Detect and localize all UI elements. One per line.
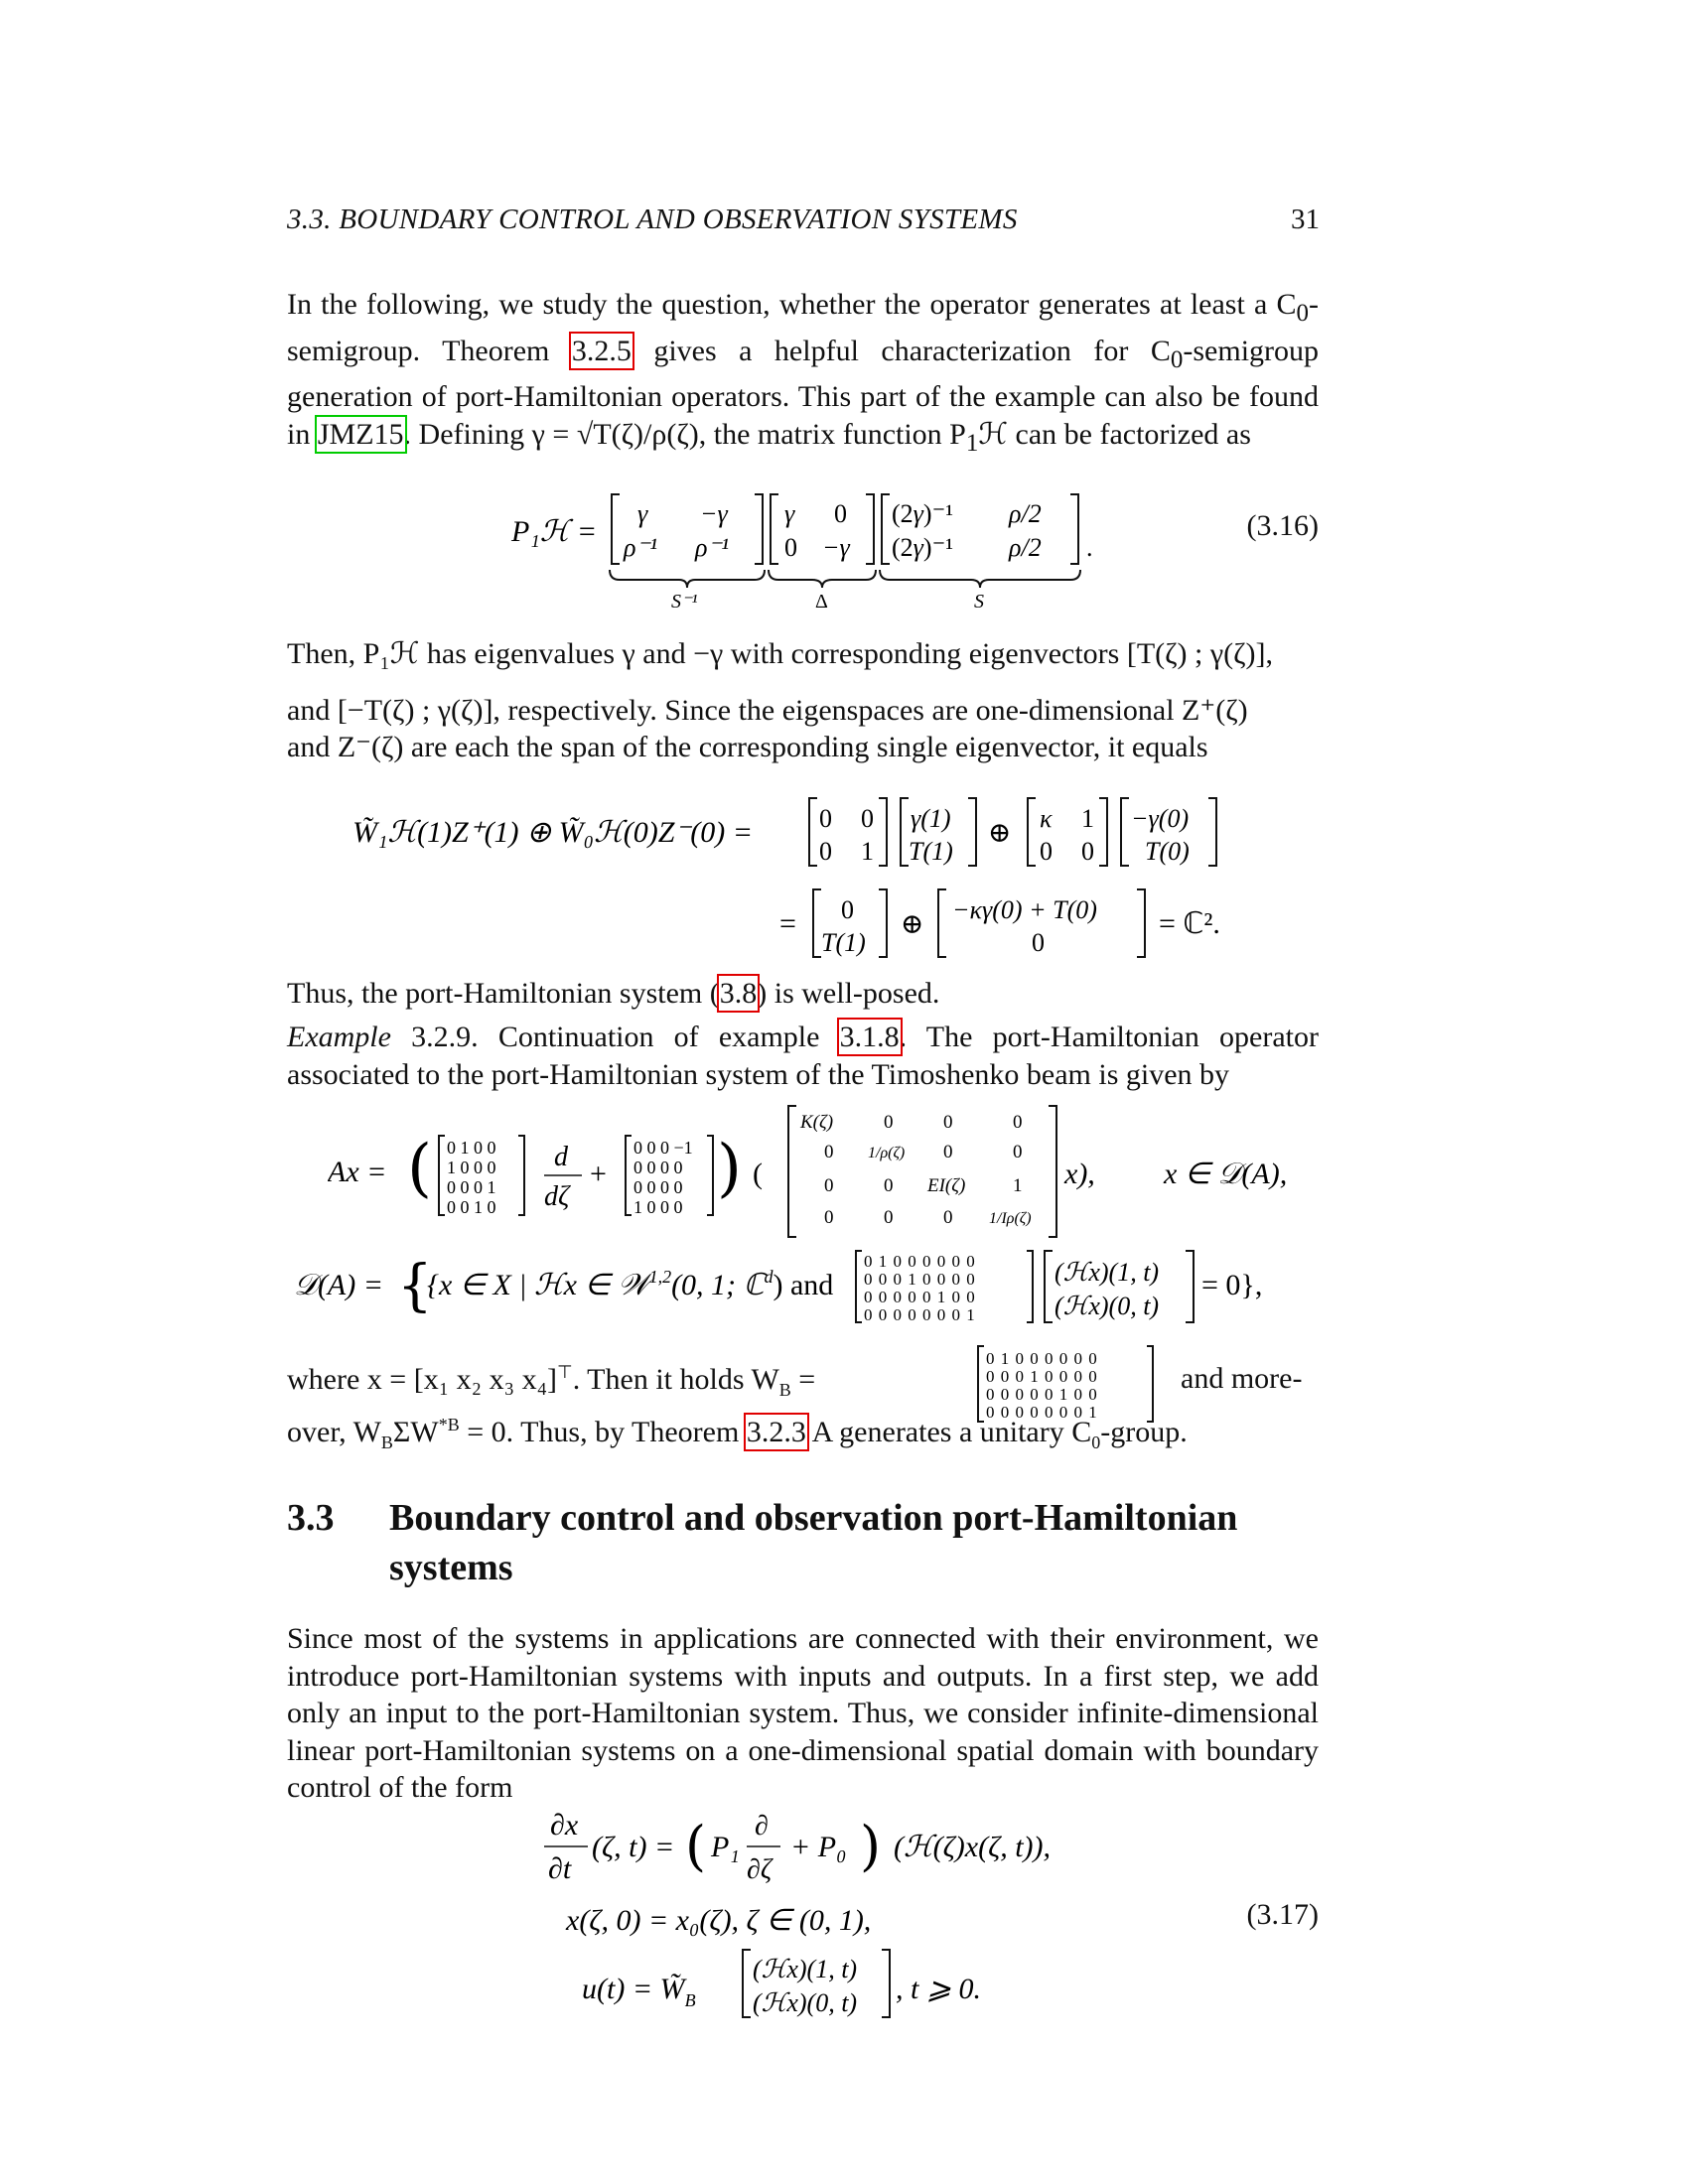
svg-text:d: d (554, 1142, 568, 1172)
svg-text:(ℋx)(0, t): (ℋx)(0, t) (753, 1988, 858, 2017)
svg-text:, t ⩾ 0.: , t ⩾ 0. (896, 1973, 981, 2005)
matrix-wb-domain (856, 1251, 1033, 1324)
svg-text:1: 1 (1081, 804, 1094, 833)
svg-text:ρ⁻¹: ρ⁻¹ (624, 533, 657, 562)
svg-text:T(1): T(1) (909, 837, 953, 866)
svg-text:{: { (397, 1254, 433, 1318)
svg-text:(2γ)⁻¹: (2γ)⁻¹ (892, 533, 954, 562)
para1-sub-2: 0 (1170, 345, 1184, 373)
svg-text:0 0 0 0 0 1 0 0: 0 0 0 0 0 1 0 0 (986, 1385, 1098, 1404)
svg-text:P₁: P₁ (711, 1831, 740, 1863)
svg-text:0: 0 (1013, 1112, 1023, 1133)
svg-text:T(0): T(0) (1145, 837, 1190, 866)
svg-text:0 0 0 0 0 0 0 1: 0 0 0 0 0 0 0 1 (986, 1403, 1098, 1422)
equation-domain (288, 1243, 1321, 1332)
example-label: Example (287, 1021, 391, 1053)
brace-label-delta: Δ (815, 591, 828, 611)
equation-number-3-16: (3.16) (1246, 509, 1319, 542)
svg-text:∂x: ∂x (550, 1809, 579, 1842)
svg-text:0: 0 (1032, 928, 1045, 957)
para2-line-2: and [−T(ζ) ; γ(ζ)], respectively. Since the eigenspaces are one-dimensional Z⁺(ζ) (287, 693, 1248, 727)
matrix-hamiltonian (788, 1106, 1056, 1237)
svg-text:x(ζ, 0) = x₀(ζ), ζ ∈ (0, 1),: x(ζ, 0) = x₀(ζ), ζ ∈ (0, 1), (566, 1904, 872, 1937)
svg-text:0 1 0 0 0 0 0 0: 0 1 0 0 0 0 0 0 (864, 1252, 976, 1271)
svg-text:0: 0 (884, 1207, 894, 1228)
eq316-lhs: P₁ℋ = (511, 515, 598, 548)
svg-text:0: 0 (861, 804, 874, 833)
svg-text:0 1 0 0 0 0 0 0: 0 1 0 0 0 0 0 0 (986, 1349, 1098, 1368)
svg-text:−γ(0): −γ(0) (1131, 804, 1190, 833)
svg-text:0 0 0 −1: 0 0 0 −1 (633, 1138, 693, 1158)
svg-text:T(1): T(1) (821, 928, 866, 957)
equation-3-17 (536, 1805, 1132, 2023)
matrix-p1 (439, 1136, 524, 1217)
para1-sub-1: 0 (1296, 300, 1309, 327)
svg-text:0: 0 (884, 1175, 894, 1196)
equals-2: = (779, 907, 796, 940)
example-block (287, 1019, 1319, 1093)
svg-text:0: 0 (943, 1207, 953, 1228)
vector-boundary-domain (1045, 1251, 1194, 1322)
svg-text:0 0 0 0: 0 0 0 0 (633, 1158, 683, 1177)
svg-text:−γ: −γ (822, 533, 850, 562)
brace-label-s: S (974, 591, 984, 611)
para1-text-5: . Defining γ = √T(ζ)/ρ(ζ), the matrix function P (403, 417, 966, 451)
theorem-ref-link[interactable]: 3.2.5 (571, 334, 632, 367)
svg-text:0 0 0 1 0 0 0 0: 0 0 0 1 0 0 0 0 (864, 1270, 976, 1289)
svg-text:0: 0 (834, 499, 847, 528)
svg-text:0: 0 (819, 837, 832, 866)
equation-ref-link[interactable]: 3.8 (719, 977, 758, 1010)
svg-text:(: ( (685, 1815, 707, 1877)
domain-rhs: = 0}, (1201, 1269, 1263, 1301)
citation-link[interactable]: JMZ15 (317, 417, 404, 451)
section-title: Boundary control and observation port-Hamiltonian systems (389, 1497, 1238, 1588)
svg-text:): ) (860, 1815, 882, 1877)
paragraph-boundary-control (287, 1620, 1319, 1807)
vector-gamma1 (901, 798, 976, 866)
matrix-w1 (809, 798, 887, 866)
svg-text:u(t) = W̃B: $u(t) = W̃_B$ (582, 1973, 696, 2010)
svg-text:0: 0 (1013, 1142, 1023, 1162)
svg-text:∂: ∂ (755, 1811, 769, 1842)
para4-line-2: over, $W_B\Sigma W^{*B} = 0$. Thus, by Theorem 3.2.3 A generates a unitary $C_0$-group. (287, 1415, 1188, 1452)
svg-text:γ(1): γ(1) (911, 804, 951, 833)
vector-result-2 (938, 889, 1145, 957)
svg-text:ρ/2: ρ/2 (1009, 533, 1042, 562)
para5-text: Since most of the systems in applications are connected with their environment, we introduce port-Hamiltonian systems with inputs and outputs. In a first step, we add only an input to the port-Hamiltonian system. Thus, we consider infinite-dimensional linear port-Hamiltonian systems on a one-dimensional spatial domain with boundary control of the form (287, 1622, 1319, 1804)
svg-text:1: 1 (861, 837, 874, 866)
para1-text-6: ℋ can be factorized as (978, 417, 1251, 451)
theorem-ref-link-2[interactable]: 3.2.3 (746, 1416, 806, 1448)
svg-text:(ℋx)(0, t): (ℋx)(0, t) (1055, 1292, 1160, 1320)
svg-text:0 0 0 0 0 1 0 0: 0 0 0 0 0 1 0 0 (864, 1288, 976, 1306)
svg-text:0: 0 (943, 1142, 953, 1162)
underbraces (610, 570, 1080, 588)
oplus-1: ⊕ (988, 816, 1012, 849)
svg-text:(: ( (753, 1158, 763, 1190)
ax-domain: x ∈ 𝒟(A), (1164, 1158, 1288, 1190)
ax-lhs: Ax = (328, 1156, 387, 1188)
equation-operator-a (328, 1104, 1321, 1243)
svg-text:1: 1 (1013, 1175, 1023, 1196)
example-text-2: . The port-Hamiltonian operator associated to the port-Hamiltonian system of the Timoshenko beam is given by (287, 1021, 1319, 1091)
page-number: 31 (1291, 204, 1320, 235)
equation-3-16 (496, 486, 1112, 611)
svg-text:ρ/2: ρ/2 (1009, 499, 1042, 528)
paragraph-eigenvalues (287, 635, 1319, 766)
svg-text:0 0 0 1: 0 0 0 1 (447, 1177, 496, 1197)
eq316-matrix-s (882, 494, 1093, 564)
para2-line-1: Then, P₁ℋ has eigenvalues γ and −γ with corresponding eigenvectors [T(ζ) ; γ(ζ)], (287, 637, 1274, 670)
svg-text:(ℋx)(1, t): (ℋx)(1, t) (1055, 1258, 1160, 1287)
svg-text:1/ρ(ζ): 1/ρ(ζ) (868, 1145, 906, 1161)
para1-text-4: -semigroup generation of port-Hamiltonian operators. This part of the example can also be found in (287, 334, 1320, 451)
svg-text:0 0 0 1 0 0 0 0: 0 0 0 1 0 0 0 0 (986, 1367, 1098, 1386)
svg-text:0: 0 (824, 1207, 834, 1228)
para4-line-1: where x = [x₁ x₂ x₃ x₄]⊤. Then it holds $W_B$ = (287, 1362, 816, 1400)
para4-more: and more- (1181, 1362, 1303, 1395)
svg-text:): ) (717, 1132, 742, 1205)
para1-sub-3: 1 (965, 429, 979, 457)
vector-gamma0 (1121, 798, 1216, 866)
svg-text:0: 0 (943, 1112, 953, 1133)
svg-text:−γ: −γ (700, 499, 728, 528)
running-header: 3.3. BOUNDARY CONTROL AND OBSERVATION SYSTEMS (287, 204, 1018, 235)
svg-text:0 1 0 0: 0 1 0 0 (447, 1138, 496, 1158)
svg-text:(ℋ(ζ)x(ζ, t)),: (ℋ(ζ)x(ζ, t)), (894, 1831, 1052, 1863)
svg-text:0 0 0 0 0 0 0 1: 0 0 0 0 0 0 0 1 (864, 1305, 976, 1324)
svg-text:0: 0 (824, 1175, 834, 1196)
paragraph-well-posed (287, 975, 1319, 1013)
eq316-matrix-s-inv (612, 494, 763, 564)
vector-result-1 (813, 889, 887, 957)
brace-label-s-inv: S⁻¹ (671, 591, 698, 611)
svg-text:0: 0 (1040, 837, 1053, 866)
svg-text:−κγ(0) + T(0): −κγ(0) + T(0) (952, 895, 1097, 924)
svg-text:.: . (1086, 533, 1093, 562)
eq316-matrix-delta (771, 494, 874, 564)
paragraph-intro (287, 286, 1319, 462)
example-number: 3.2.9. (411, 1021, 479, 1053)
domain-lhs: 𝒟(A) = (294, 1269, 383, 1301)
matrix-p0 (626, 1136, 713, 1217)
ax-tail: x), (1064, 1158, 1095, 1190)
result-c2: = ℂ². (1159, 907, 1220, 940)
svg-text:+: + (590, 1158, 607, 1190)
svg-text:(ℋx)(1, t): (ℋx)(1, t) (753, 1955, 858, 1983)
para3-pre: Thus, the port-Hamiltonian system ( (287, 977, 720, 1010)
direct-sum-lhs: W̃₁ℋ(1)Z⁺(1) ⊕ W̃₀ℋ(0)Z⁻(0) = (352, 816, 753, 849)
svg-text:0 0 0 0: 0 0 0 0 (633, 1177, 683, 1197)
svg-text:(: ( (407, 1132, 432, 1205)
svg-text:γ: γ (784, 499, 795, 528)
svg-text:0: 0 (1081, 837, 1094, 866)
svg-text:1/Iρ(ζ): 1/Iρ(ζ) (989, 1210, 1032, 1227)
svg-text:0: 0 (824, 1142, 834, 1162)
svg-text:0: 0 (819, 804, 832, 833)
matrix-w0 (1028, 798, 1107, 866)
svg-text:EI(ζ): EI(ζ) (927, 1175, 966, 1196)
svg-text:1 0 0 0: 1 0 0 0 (633, 1197, 683, 1217)
para1-text-3: gives a helpful characterization for C (631, 334, 1171, 367)
svg-text:0: 0 (784, 533, 797, 562)
equation-direct-sum (352, 792, 1266, 971)
para1-text-1: In the following, we study the question, whether the operator generates at least a C (287, 288, 1297, 321)
equation-number-3-17: (3.17) (1246, 1898, 1319, 1931)
domain-set: {x ∈ X | ℋx ∈ 𝒲$^{1,2}$(0, 1; ℂ$^d$) and (427, 1267, 834, 1301)
svg-text:ρ⁻¹: ρ⁻¹ (695, 533, 729, 562)
svg-text:0: 0 (884, 1112, 894, 1133)
section-number: 3.3 (287, 1497, 335, 1539)
example-text-1: Continuation of example (478, 1021, 840, 1053)
svg-text:(ζ, t) =: (ζ, t) = (592, 1831, 675, 1863)
svg-text:γ: γ (637, 499, 648, 528)
para3-post: ) is well-posed. (757, 977, 940, 1010)
oplus-2: ⊕ (901, 907, 924, 940)
para2-line-3: and Z⁻(ζ) are each the span of the corresponding single eigenvector, it equals (287, 731, 1208, 763)
svg-text:κ: κ (1040, 804, 1053, 833)
svg-text:K(ζ): K(ζ) (800, 1112, 834, 1133)
svg-text:(2γ)⁻¹: (2γ)⁻¹ (892, 499, 954, 528)
svg-text:0 0 1 0: 0 0 1 0 (447, 1197, 496, 1217)
svg-text:∂ζ: ∂ζ (747, 1854, 773, 1885)
para1-text-2: -semigroup. Theorem (287, 288, 1319, 367)
svg-text:∂t: ∂t (548, 1852, 572, 1885)
example-ref-link[interactable]: 3.1.8 (839, 1021, 900, 1053)
svg-text:1 0 0 0: 1 0 0 0 (447, 1158, 496, 1177)
svg-text:+ P₀: + P₀ (790, 1831, 847, 1863)
svg-text:dζ: dζ (544, 1181, 570, 1212)
svg-text:0: 0 (841, 895, 854, 924)
